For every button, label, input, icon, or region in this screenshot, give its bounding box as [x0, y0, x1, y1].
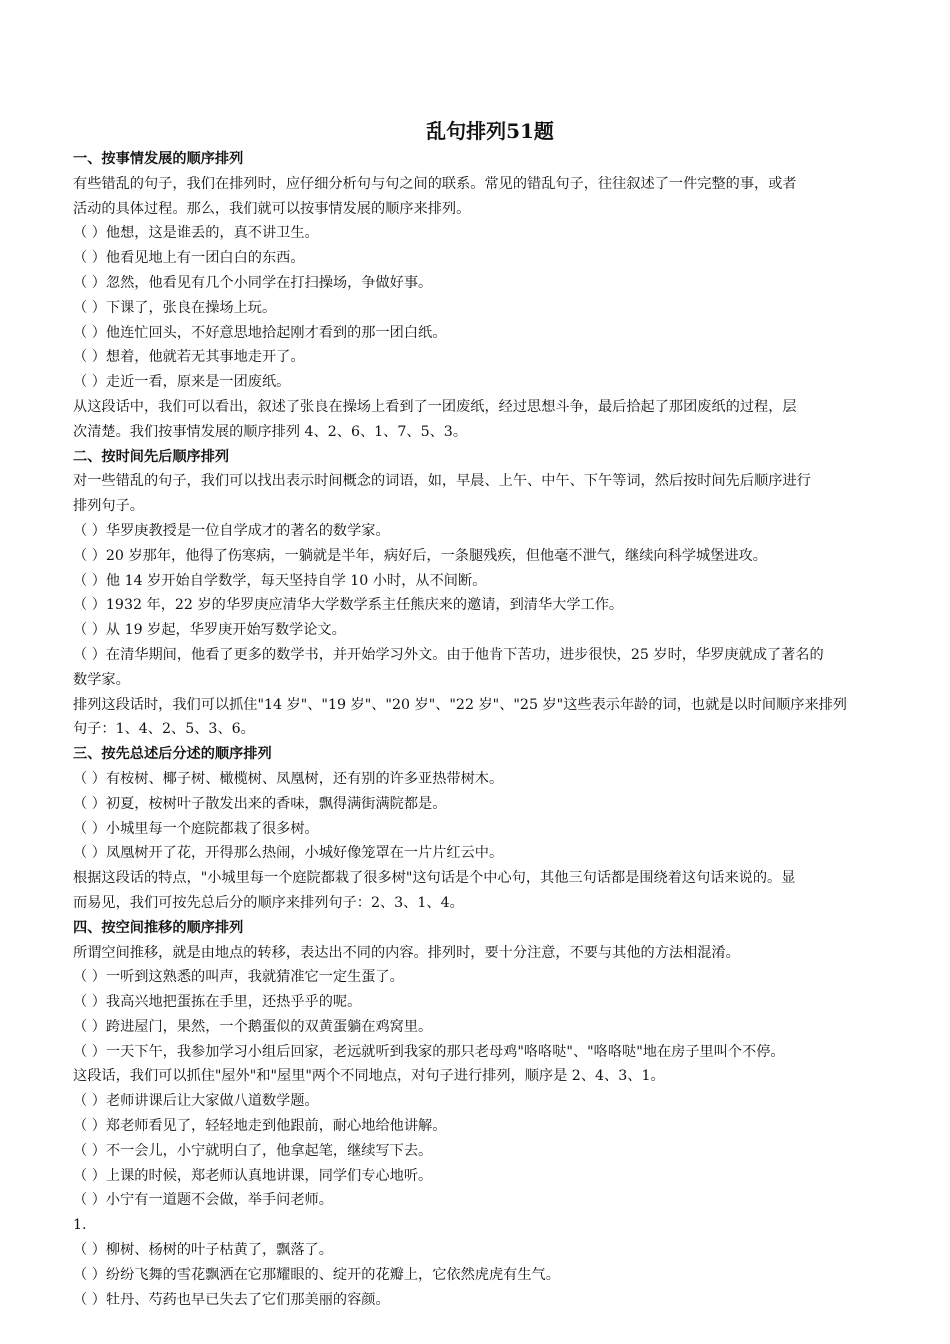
section-heading: 四、按空间推移的顺序排列 — [73, 919, 244, 936]
text-line: （ ）我高兴地把蛋拣在手里，还热乎乎的呢。 — [73, 994, 362, 1011]
text-line: （ ）在清华期间，他看了更多的数学书，并开始学习外文。由于他肯下苦功，进步很快，25 岁时，华罗庚就成了著名的 — [73, 646, 824, 663]
text-line: （ ）上课的时候，郑老师认真地讲课，同学们专心地听。 — [73, 1167, 433, 1184]
text-line: （ ）一天下午，我参加学习小组后回家，老远就听到我家的那只老母鸡"咯咯哒"、"咯咯哒"地在房子里叫个不停。 — [73, 1043, 785, 1060]
page-title: 乱句排列51题 — [426, 119, 554, 143]
text-line: 活动的具体过程。那么，我们就可以按事情发展的顺序来排列。 — [73, 200, 471, 217]
text-line: （ ）从 19 岁起，华罗庚开始写数学论文。 — [73, 622, 346, 639]
text-line: （ ）柳树、杨树的叶子枯黄了，飘落了。 — [73, 1242, 333, 1259]
text-line: （ ）郑老师看见了，轻轻地走到他跟前，耐心地给他讲解。 — [73, 1118, 447, 1135]
text-line: （ ）凤凰树开了花，开得那么热闹，小城好像笼罩在一片片红云中。 — [73, 845, 504, 862]
document-page — [73, 117, 907, 1312]
text-line: （ ）初夏，桉树叶子散发出来的香味，飘得满街满院都是。 — [73, 795, 447, 812]
text-line: 所谓空间推移，就是由地点的转移，表达出不同的内容。排列时，要十分注意，不要与其他的方法相混淆。 — [73, 944, 740, 961]
text-line: （ ）牡丹、芍药也早已失去了它们那美丽的容颜。 — [73, 1291, 390, 1308]
text-line: （ ）下课了，张良在操场上玩。 — [73, 299, 277, 316]
text-line: 排列这段话时，我们可以抓住"14 岁"、"19 岁"、"20 岁"、"22 岁"、"25 岁"这些表示年龄的词，也就是以时间顺序来排列 — [73, 696, 847, 713]
text-line: 有些错乱的句子，我们在排列时，应仔细分析句与句之间的联系。常见的错乱句子，往往叙述了一件完整的事，或者 — [73, 175, 797, 192]
text-line: 而易见，我们可按先总后分的顺序来排列句子：2、3、1、4。 — [73, 894, 464, 911]
text-line: （ ）老师讲课后让大家做八道数学题。 — [73, 1093, 319, 1110]
text-line: （ ）纷纷飞舞的雪花飘洒在它那耀眼的、绽开的花瓣上，它依然虎虎有生气。 — [73, 1266, 560, 1283]
text-line: （ ）想着，他就若无其事地走开了。 — [73, 349, 305, 366]
document-body — [73, 147, 907, 1312]
text-line: （ ）他连忙回头，不好意思地拾起刚才看到的那一团白纸。 — [73, 324, 447, 341]
text-line: （ ）他 14 岁开始自学数学，每天坚持自学 10 小时，从不间断。 — [73, 572, 487, 589]
text-line: 句子：1、4、2、5、3、6。 — [73, 721, 255, 738]
section-heading: 一、按事情发展的顺序排列 — [73, 151, 244, 167]
text-line: 这段话，我们可以抓住"屋外"和"屋里"两个不同地点，对句子进行排列，顺序是 2、4、3、1。 — [73, 1068, 665, 1085]
section-heading: 二、按时间先后顺序排列 — [73, 448, 230, 465]
text-line: （ ）小宁有一道题不会做，举手问老师。 — [73, 1192, 333, 1209]
text-line: 次清楚。我们按事情发展的顺序排列 4、2、6、1、7、5、3。 — [73, 423, 468, 440]
section-heading: 三、按先总述后分述的顺序排列 — [73, 746, 272, 763]
text-line: （ ）走近一看，原来是一团废纸。 — [73, 374, 291, 391]
text-line: （ ）跨进屋门，果然，一个鹅蛋似的双黄蛋躺在鸡窝里。 — [73, 1018, 433, 1035]
text-line: 根据这段话的特点，"小城里每一个庭院都栽了很多树"这句话是个中心句，其他三句话都是围绕着这句话来说的。显 — [73, 870, 796, 887]
text-line: （ ）1932 年，22 岁的华罗庚应清华大学数学系主任熊庆来的邀请，到清华大学工作。 — [73, 597, 624, 614]
text-line: （ ）小城里每一个庭院都栽了很多树。 — [73, 820, 319, 837]
text-line: 数学家。 — [73, 671, 130, 688]
text-line: 1. — [73, 1217, 87, 1234]
text-line: （ ）20 岁那年，他得了伤寒病，一躺就是半年，病好后，一条腿残疾，但他毫不泄气，继续向科学城堡进攻。 — [73, 547, 767, 564]
text-line: （ ）不一会儿，小宁就明白了，他拿起笔，继续写下去。 — [73, 1142, 433, 1159]
text-line: （ ）一听到这熟悉的叫声，我就猜准它一定生蛋了。 — [73, 969, 404, 986]
text-line: （ ）忽然，他看见有几个小同学在打扫操场，争做好事。 — [73, 274, 433, 291]
text-line: （ ）有桉树、椰子树、橄榄树、凤凰树，还有别的许多亚热带树木。 — [73, 770, 504, 787]
text-line: （ ）华罗庚教授是一位自学成才的著名的数学家。 — [73, 522, 390, 539]
text-line: 排列句子。 — [73, 498, 144, 515]
text-line: 对一些错乱的句子，我们可以找出表示时间概念的词语，如，早晨、上午、中午、下午等词，然后按时间先后顺序进行 — [73, 473, 811, 490]
text-line: （ ）他看见地上有一团白白的东西。 — [73, 250, 305, 267]
text-line: （ ）他想，这是谁丢的，真不讲卫生。 — [73, 225, 319, 242]
text-line: 从这段话中，我们可以看出，叙述了张良在操场上看到了一团废纸，经过思想斗争，最后拾起了那团废纸的过程，层 — [73, 398, 797, 415]
